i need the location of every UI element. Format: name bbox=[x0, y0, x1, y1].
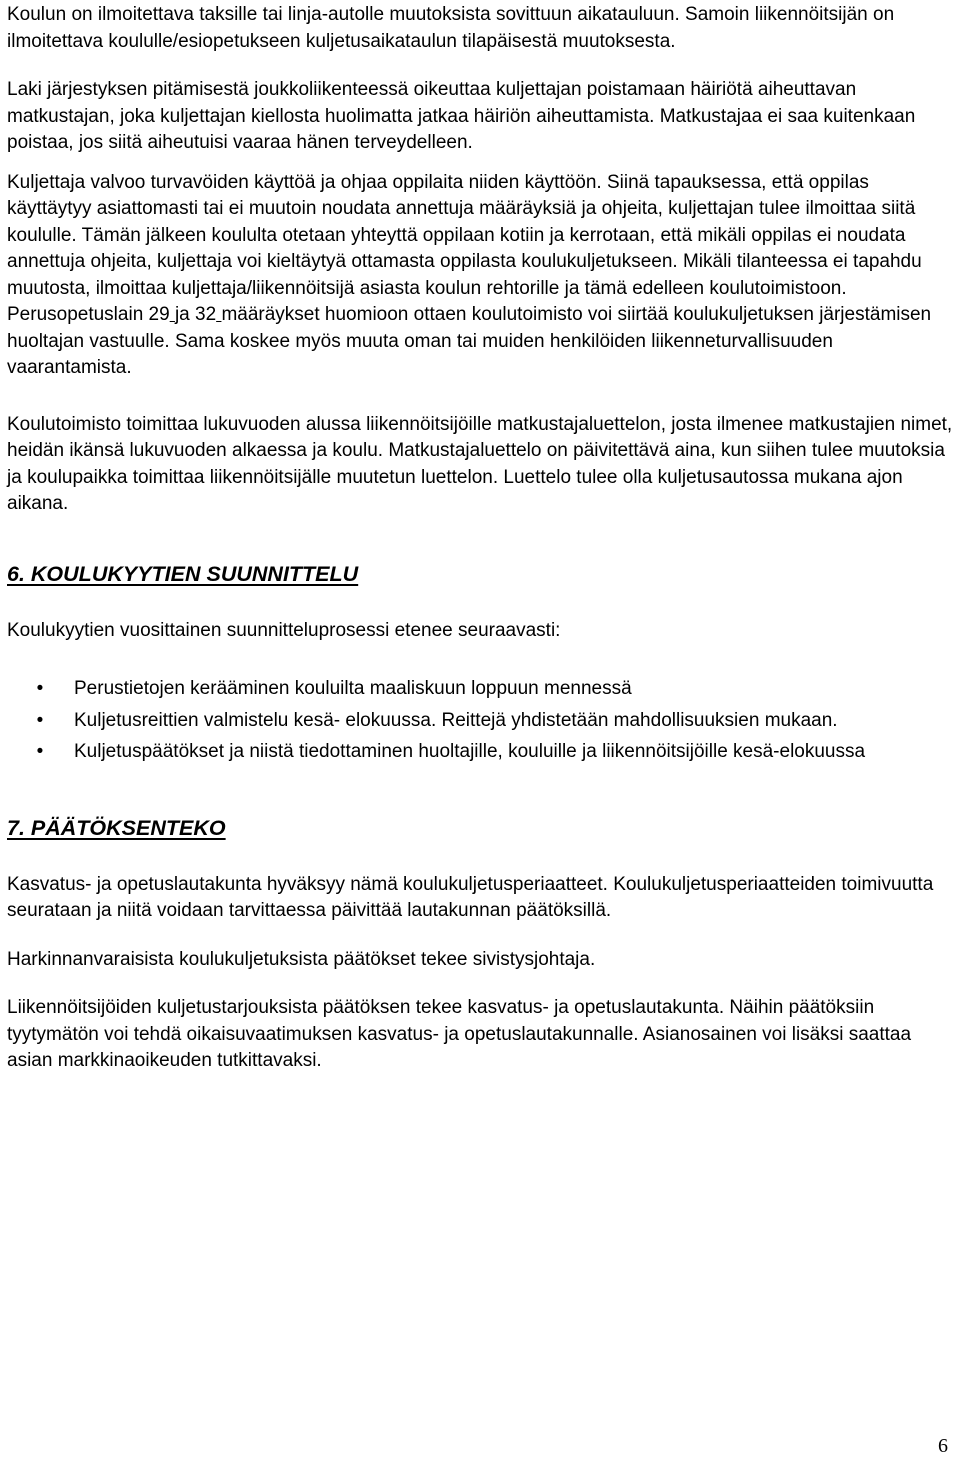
list-item bbox=[7, 739, 953, 766]
list-item-text: Kuljetusreittien valmistelu kesä- elokuussa. Reittejä yhdistetään mahdollisuuksien mukaan. bbox=[74, 709, 838, 731]
paragraph-carrier-offers: Liikennöitsijöiden kuljetustarjouksista päätöksen tekee kasvatus- ja opetuslautakunta. Näihin päätöksiin tyytymätön voi tehdä oikaisuvaatimuksen kasvatus- ja opetuslautakunnalle. Asianosainen voi lisäksi saattaa asian markkinaoikeuden tutkittavaksi. bbox=[7, 997, 912, 1071]
section-6-intro: Koulukyytien vuosittainen suunnitteluprosessi etenee seuraavasti: bbox=[7, 619, 561, 641]
bullet-icon: • bbox=[36, 709, 44, 731]
section-6-heading: 6. KOULUKYYTIEN SUUNNITTELU bbox=[7, 561, 359, 586]
paragraph-passenger-list: Koulutoimisto toimittaa lukuvuoden alussa liikennöitsijöille matkustajaluettelon, josta ilmenee matkustajien nimet, heidän ikänsä lukuvuoden alkaessa ja koulu. Matkustajaluettelo on päivitettävä aina, kun siihen tulee muutoksia ja koulupaikka toimittaa liikennöitsijälle muutetun luettelon. Luettelo tulee olla kuljetusautossa mukana ajon aikana. bbox=[7, 413, 953, 514]
section-6-bullet-list bbox=[7, 676, 953, 766]
list-item-text: Kuljetuspäätökset ja niistä tiedottaminen huoltajille, kouluille ja liikennöitsijöille kesä-elokuussa bbox=[74, 741, 866, 762]
bullet-icon: • bbox=[36, 741, 44, 762]
paragraph-driver-supervision-text-1: Kuljettaja valvoo turvavöiden käyttöä ja ohjaa oppilaita niiden käyttöön. Siinä tapauksessa, että oppilas käyttäytyy asiattomasti tai ei muutoin noudata annettuja määräyksiä ja ohjeita, kuljettajan tulee ilmoittaa siitä koululle. Tämän jälkeen koululta otetaan yhteyttä oppilaan kotiin ja kerrotaan, että mikäli oppilas ei noudata annettuja ohjeita, kuljettaja voi kieltäytyä ottamasta oppilasta koulukuljetukseen. Mikäli tilanteessa ei tapahdu muutosta, ilmoittaa kuljettaja/liikennöitsijä asiasta koulun rehtorille ja tämä edelleen koulutoimistoon. Perusopetuslain 29 bbox=[7, 171, 922, 325]
bullet-icon: • bbox=[36, 678, 44, 699]
paragraph-schedule-changes: Koulun on ilmoitettava taksille tai linja-autolle muutoksista sovittuun aikatauluun. Samoin liikennöitsijän on ilmoitettava koululle/esiopetukseen kuljetusaikataulun tilapäisestä muutoksesta. bbox=[7, 4, 895, 52]
paragraph-public-transport-law: Laki järjestyksen pitämisestä joukkoliikenteessä oikeuttaa kuljettajan poistamaan häiriötä aiheuttavan matkustajan, joka kuljettajan kiellosta huolimatta jatkaa häiriön aiheuttamista. Matkustajaa ei saa kuitenkaan poistaa, jos siitä aiheutuisi vaaraa hänen terveydelleen. bbox=[7, 79, 916, 153]
paragraph-discretionary-transport: Harkinnanvaraisista koulukuljetuksista päätökset tekee sivistysjohtaja. bbox=[7, 948, 596, 970]
document-page bbox=[7, 0, 953, 1075]
paragraph-driver-supervision-text-3: määräykset huomioon ottaen koulutoimisto voi siirtää koulukuljetuksen järjestämisen huoltajan vastuulle. Sama koskee myös muuta oman tai muiden henkilöiden liikenneturvallisuuden vaarantamista. bbox=[7, 304, 932, 378]
list-item bbox=[7, 676, 953, 703]
paragraph-driver-supervision bbox=[7, 170, 953, 382]
section-7-heading: 7. PÄÄTÖKSENTEKO bbox=[7, 815, 226, 840]
paragraph-driver-supervision-text-2: ja 32 bbox=[174, 304, 217, 325]
list-item-text: Perustietojen kerääminen kouluilta maaliskuun loppuun mennessä bbox=[74, 678, 632, 699]
page-number: 6 bbox=[938, 1435, 948, 1457]
list-item bbox=[7, 708, 953, 735]
paragraph-board-approval: Kasvatus- ja opetuslautakunta hyväksyy nämä koulukuljetusperiaatteet. Koulukuljetusperiaatteiden toimivuutta seurataan ja niitä voidaan tarvittaessa päivittää lautakunnan päätöksillä. bbox=[7, 873, 934, 921]
